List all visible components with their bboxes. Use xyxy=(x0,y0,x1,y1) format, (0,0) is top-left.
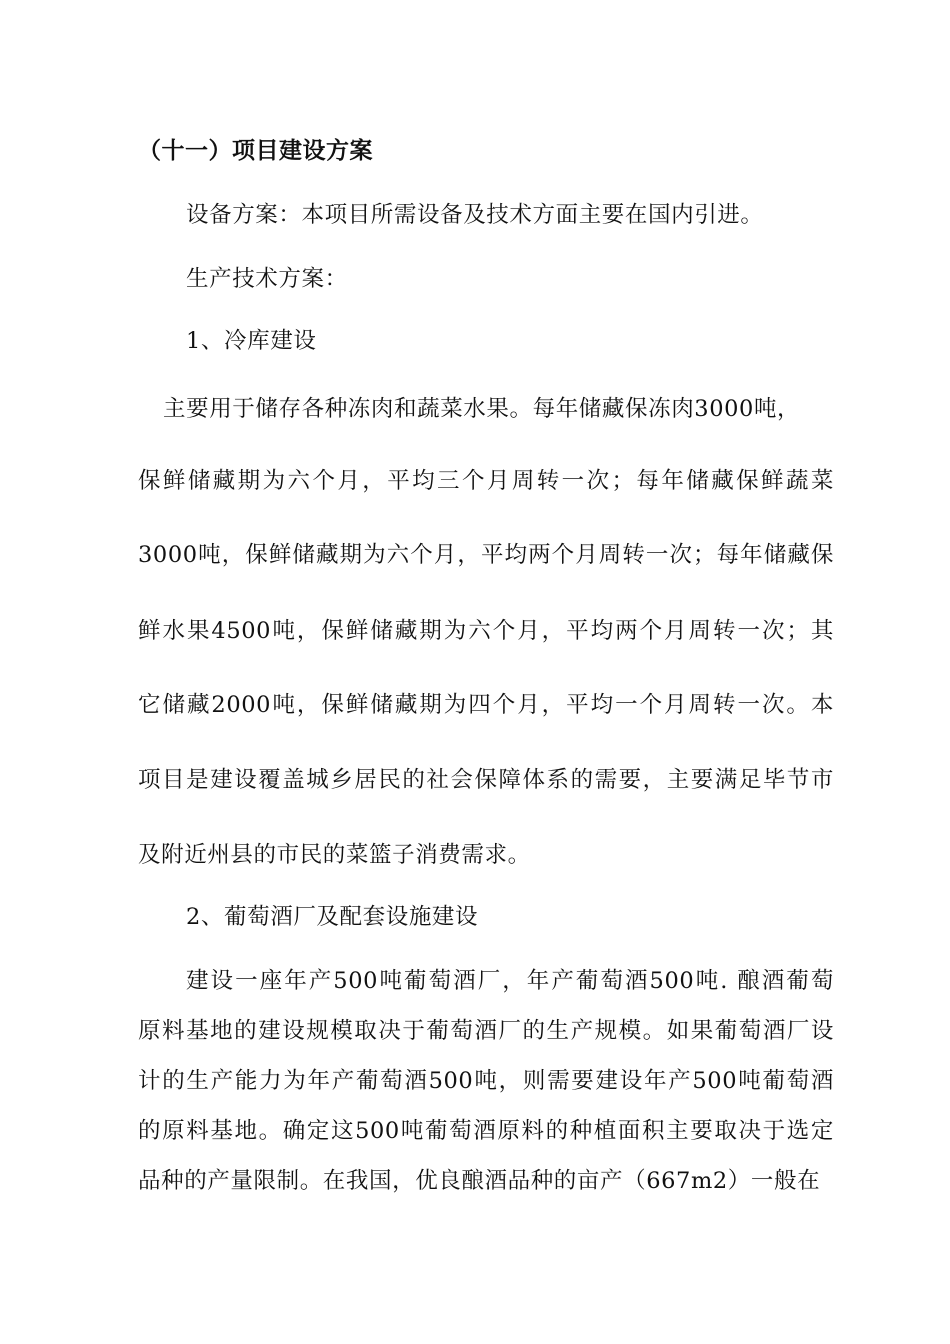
paragraph-line: 建设一座年产500吨葡萄酒厂，年产葡萄酒500吨. 酿酒葡萄 xyxy=(186,968,834,994)
paragraph-line: 的原料基地。确定这500吨葡萄酒原料的种植面积主要取决于选定 xyxy=(138,1118,834,1144)
paragraph-line: 鲜水果4500吨，保鲜储藏期为六个月，平均两个月周转一次；其 xyxy=(138,618,834,644)
equipment-plan-paragraph: 设备方案：本项目所需设备及技术方面主要在国内引进。 xyxy=(186,202,764,228)
paragraph-line: 原料基地的建设规模取决于葡萄酒厂的生产规模。如果葡萄酒厂设 xyxy=(138,1018,834,1044)
paragraph-line: 保鲜储藏期为六个月，平均三个月周转一次；每年储藏保鲜蔬菜 xyxy=(138,468,834,494)
paragraph-line: 计的生产能力为年产葡萄酒500吨，则需要建设年产500吨葡萄酒 xyxy=(138,1068,834,1094)
paragraph-line: 它储藏2000吨，保鲜储藏期为四个月，平均一个月周转一次。本 xyxy=(138,692,834,718)
tech-plan-label: 生产技术方案： xyxy=(186,266,348,292)
paragraph-line: 及附近州县的市民的菜篮子消费需求。 xyxy=(138,842,531,868)
paragraph-line: 主要用于储存各种冻肉和蔬菜水果。每年储藏保冻肉3000吨， xyxy=(163,396,801,422)
paragraph-line: 项目是建设覆盖城乡居民的社会保障体系的需要，主要满足毕节市 xyxy=(138,767,834,793)
paragraph-line: 品种的产量限制。在我国，优良酿酒品种的亩产（667m2）一般在 xyxy=(138,1168,821,1194)
section-heading: （十一）项目建设方案 xyxy=(138,138,373,164)
item1-title: 1、冷库建设 xyxy=(186,328,317,354)
paragraph-line: 3000吨，保鲜储藏期为六个月，平均两个月周转一次；每年储藏保 xyxy=(138,542,834,568)
item2-title: 2、葡萄酒厂及配套设施建设 xyxy=(186,904,479,930)
